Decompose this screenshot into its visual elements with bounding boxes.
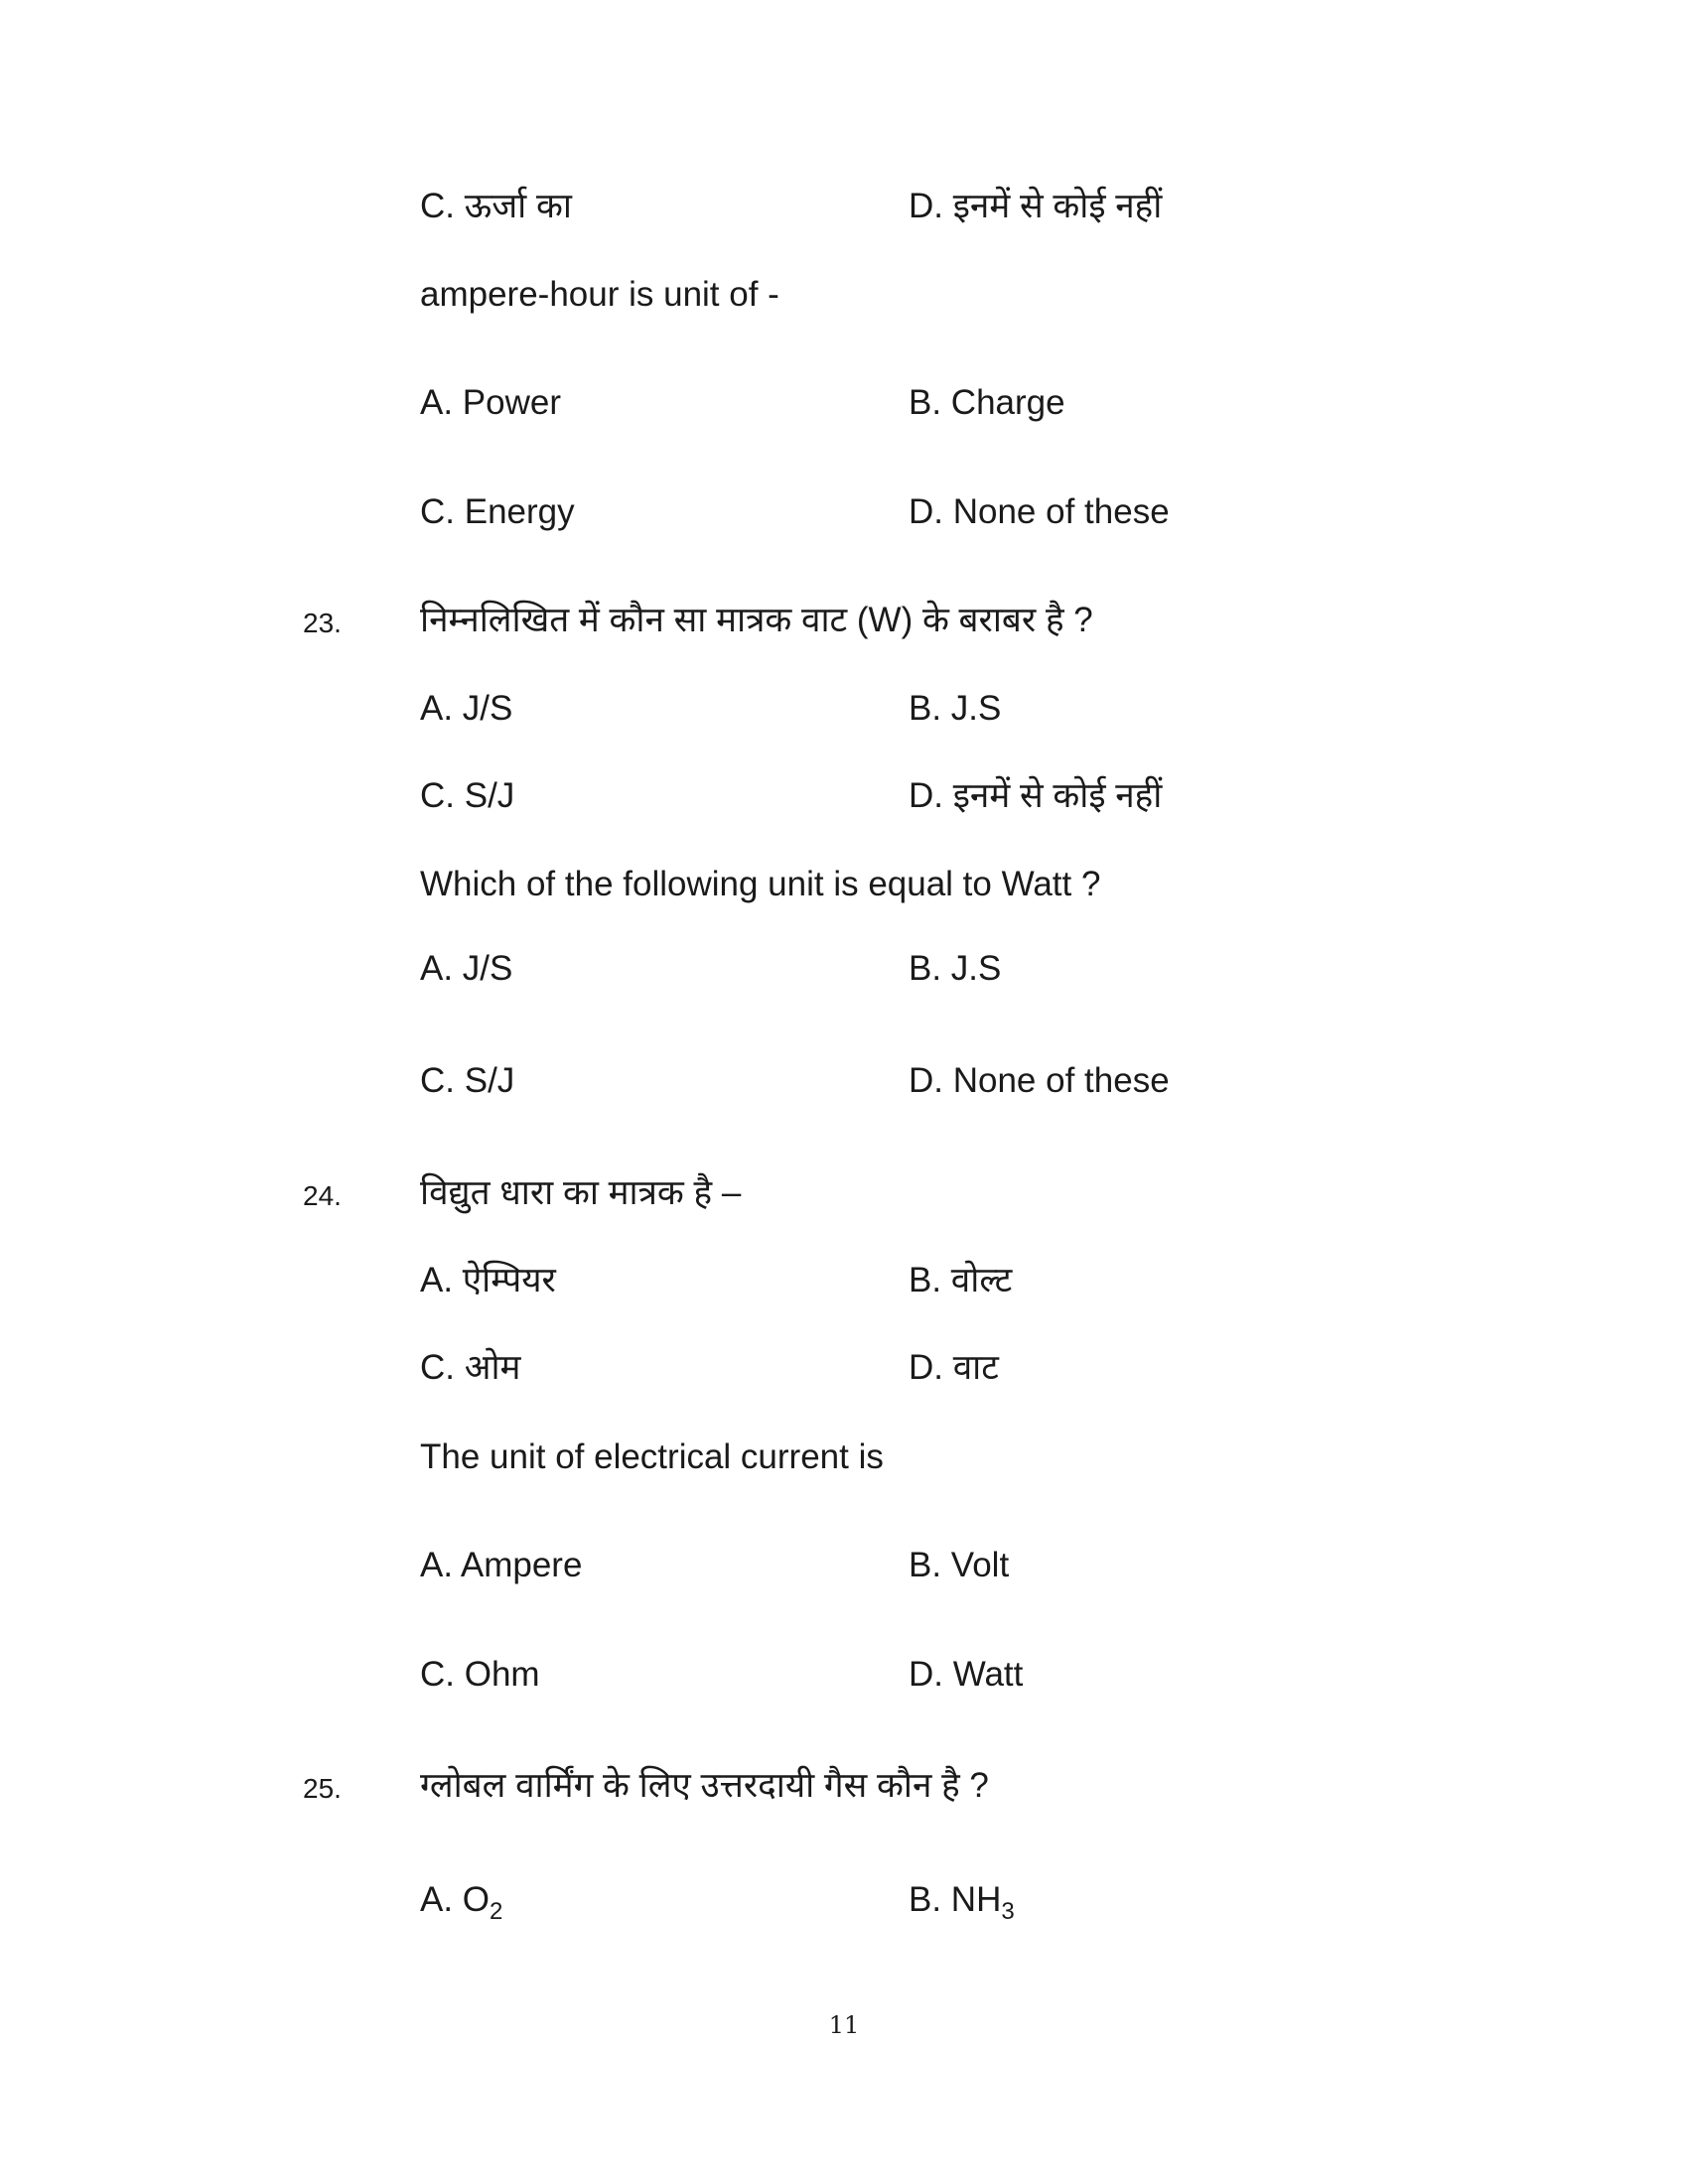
- option-b: B. Charge: [909, 383, 1065, 422]
- option-b: B. J.S: [909, 949, 1002, 988]
- option-c: C. S/J: [420, 776, 515, 815]
- option-a: A. Ampere: [420, 1546, 583, 1584]
- option-a: [420, 1878, 503, 1925]
- option-d: D. Watt: [909, 1655, 1024, 1694]
- option-b: [909, 1878, 1015, 1925]
- option-b: B. Volt: [909, 1546, 1010, 1584]
- option-c: C. S/J: [420, 1061, 515, 1100]
- option-d: D. वाट: [909, 1348, 999, 1387]
- option-c: C. Energy: [420, 492, 575, 531]
- option-b: B. J.S: [909, 689, 1002, 728]
- option-b: B. वोल्ट: [909, 1261, 1013, 1299]
- option-b-text: B. NH: [909, 1880, 1002, 1919]
- option-d: D. None of these: [909, 492, 1170, 531]
- subscript: 3: [1001, 1898, 1015, 1925]
- question-text-hindi: विद्युत धारा का मात्रक है –: [420, 1173, 742, 1212]
- option-a: A. ऐम्पियर: [420, 1261, 556, 1299]
- option-a: A. J/S: [420, 949, 513, 988]
- option-c: C. ओम: [420, 1348, 521, 1387]
- option-a-text: A. O: [420, 1880, 491, 1919]
- subscript: 2: [490, 1898, 503, 1925]
- option-a: A. J/S: [420, 689, 513, 728]
- page-number: 11: [828, 2011, 860, 2039]
- option-c: C. ऊर्जा का: [420, 187, 572, 225]
- question-text-hindi: निम्नलिखित में कौन सा मात्रक वाट (W) के बराबर है ?: [420, 601, 1093, 639]
- option-d: D. इनमें से कोई नहीं: [909, 187, 1163, 225]
- question-text-hindi: ग्लोबल वार्मिंग के लिए उत्तरदायी गैस कौन है ?: [420, 1766, 989, 1805]
- question-number: 23.: [303, 608, 342, 638]
- question-text: The unit of electrical current is: [420, 1437, 884, 1476]
- option-c: C. Ohm: [420, 1655, 540, 1694]
- option-d: D. None of these: [909, 1061, 1170, 1100]
- question-number: 25.: [303, 1773, 342, 1804]
- option-d: D. इनमें से कोई नहीं: [909, 776, 1163, 815]
- option-a: A. Power: [420, 383, 561, 422]
- question-number: 24.: [303, 1180, 342, 1211]
- question-text: ampere-hour is unit of -: [420, 275, 779, 314]
- question-text: Which of the following unit is equal to Watt ?: [420, 865, 1101, 903]
